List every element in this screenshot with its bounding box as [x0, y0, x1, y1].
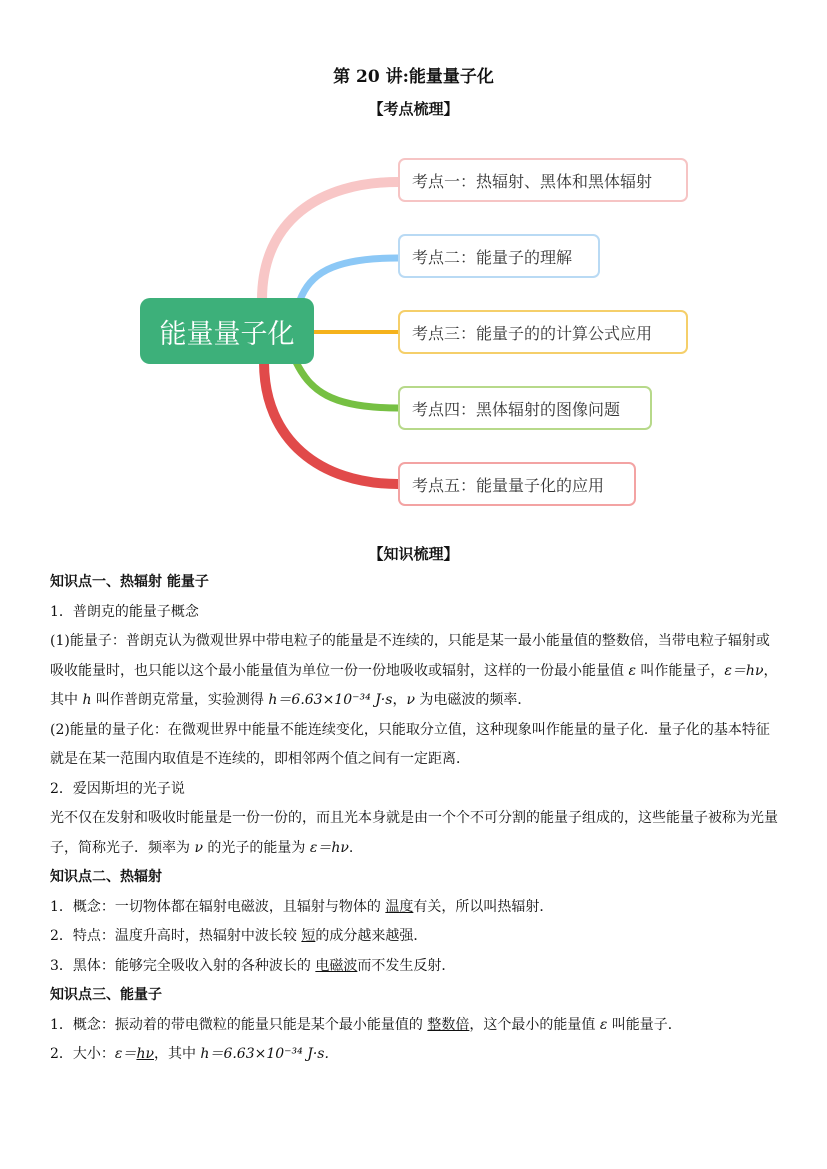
knowledge-content	[50, 568, 780, 1070]
thermal-radiation-concept: 1．概念：一切物体都在辐射电磁波，且辐射与物体的 温度有关，所以叫热辐射．	[50, 898, 554, 915]
mindmap-node-4: 考点四：黑体辐射的图像问题	[398, 386, 652, 430]
einstein-photon-title: 2．爱因斯坦的光子说	[50, 780, 185, 797]
energy-quantization-paragraph: (2)能量的量子化：在微观世界中能量不能连续变化，只能取分立值，这种现象叫作能量的量子化．量子化的基本特征就是在某一范围内取值是不连续的，即相邻两个值之间有一定距离．	[50, 721, 770, 767]
branch-4	[296, 362, 398, 408]
knowledge-point-3-heading: 知识点三、能量子	[50, 987, 162, 1003]
knowledge-point-2-heading: 知识点二、热辐射	[50, 869, 162, 885]
section-heading-exam-points: 【考点梳理】	[368, 100, 459, 118]
mindmap-node-3: 考点三：能量子的的计算公式应用	[398, 310, 688, 354]
branch-1	[262, 182, 398, 300]
mindmap-node-1: 考点一：热辐射、黑体和黑体辐射	[398, 158, 688, 202]
energy-quantum-concept: 1．概念：振动着的带电微粒的能量只能是某个最小能量值的 整数倍，这个最小的能量值 ε 叫能量子．	[50, 1016, 682, 1033]
mindmap-central-node: 能量量子化	[140, 298, 314, 364]
energy-quantum-magnitude: 2．大小：ε＝hν，其中 h＝6.63×10⁻³⁴ J·s.	[50, 1046, 329, 1062]
mindmap-node-5: 考点五：能量量子化的应用	[398, 462, 636, 506]
page-title: 第 20 讲:能量量子化	[333, 67, 494, 87]
branch-5	[264, 362, 398, 484]
knowledge-point-1-heading: 知识点一、热辐射 能量子	[50, 574, 209, 590]
branch-2	[300, 258, 398, 300]
planck-concept-title: 1．普朗克的能量子概念	[50, 603, 199, 620]
section-heading-knowledge: 【知识梳理】	[368, 545, 459, 563]
mindmap-node-2: 考点二：能量子的理解	[398, 234, 600, 278]
blackbody-definition: 3．黑体：能够完全吸收入射的各种波长的 电磁波而不发生反射．	[50, 957, 456, 974]
energy-quantum-paragraph: (1)能量子：普朗克认为微观世界中带电粒子的能量是不连续的，只能是某一最小能量值的整数倍，当带电粒子辐射或吸收能量时，也只能以这个最小能量值为单位一份一份地吸收或辐射，这样的一份最小能量值 ε 叫作能量子，ε＝hν，其中 h 叫作普朗克常量，实验测得 h＝6.63×10⁻³⁴ J·s，ν 为电磁波的频率．	[50, 633, 778, 708]
thermal-radiation-feature: 2．特点：温度升高时，热辐射中波长较 短的成分越来越强．	[50, 928, 428, 944]
photon-paragraph: 光不仅在发射和吸收时能量是一份一份的，而且光本身就是由一个个不可分割的能量子组成的，这些能量子被称为光量子，简称光子．频率为 ν 的光子的能量为 ε＝hν.	[50, 810, 778, 856]
